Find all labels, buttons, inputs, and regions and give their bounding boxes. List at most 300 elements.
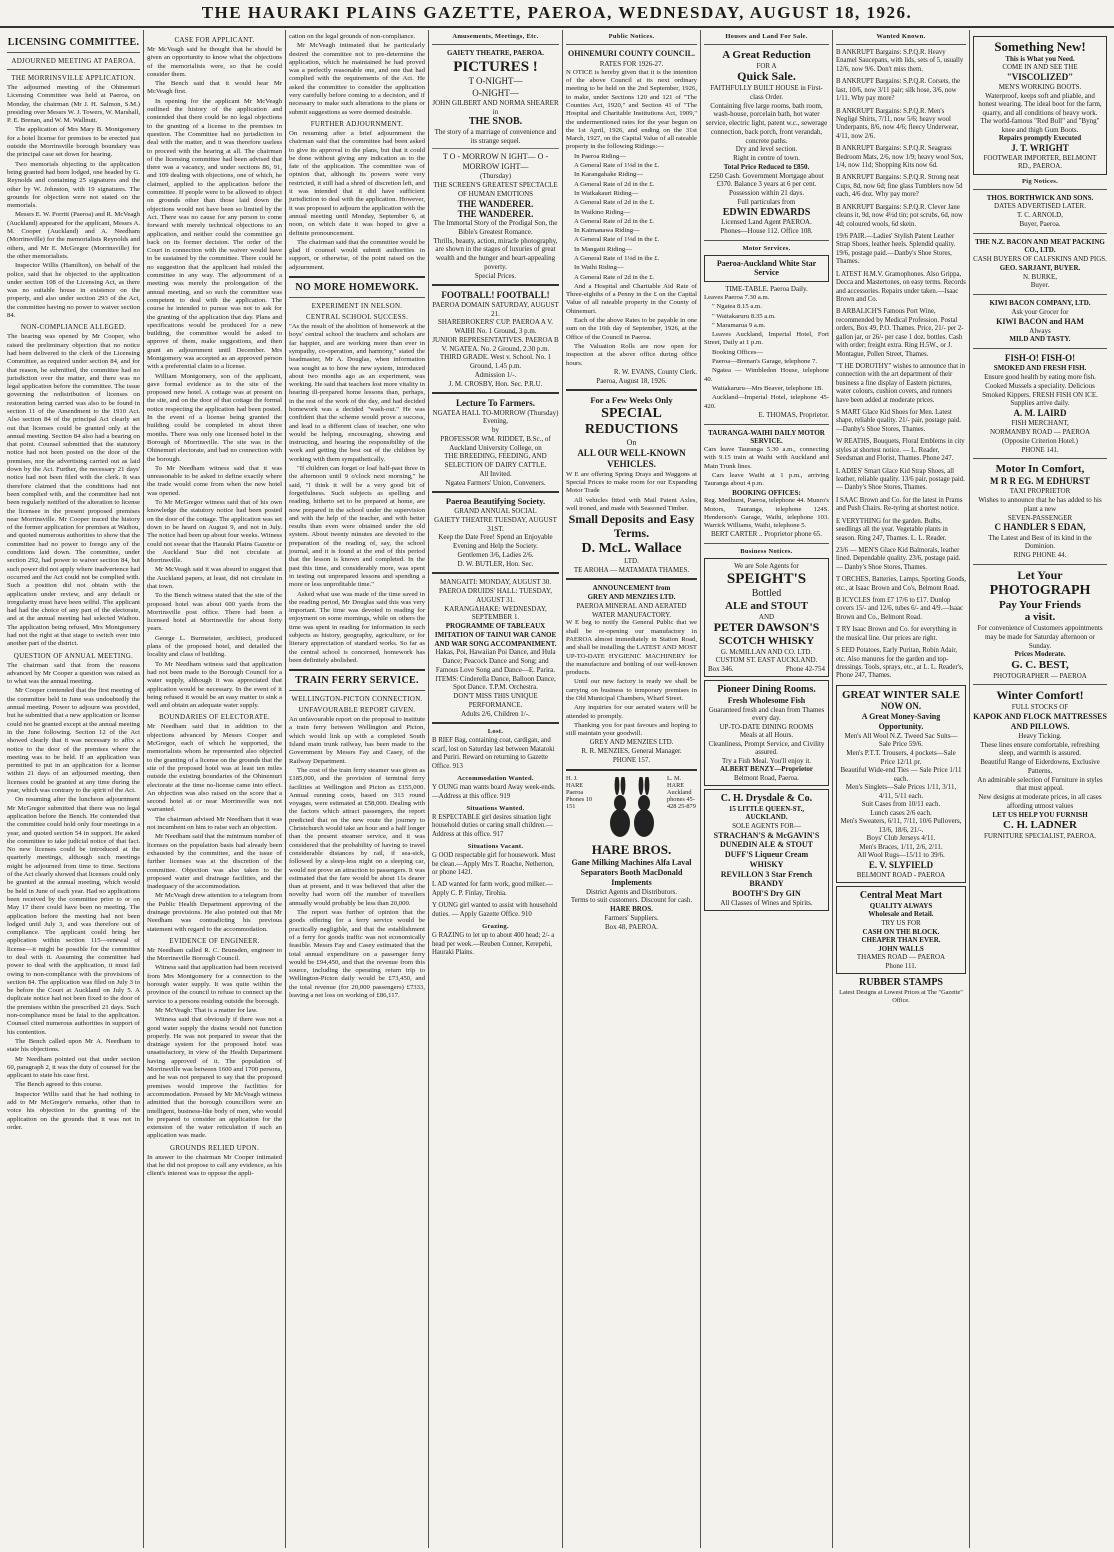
classified-ad: G RAZING to let up to about 400 head; 2/- a head per week.—Reuben Conner, Kerepehi, Hauraki Plains.: [432, 932, 555, 956]
ad-text: FISH MERCHANT,: [1011, 419, 1069, 428]
ad-text: TIME-TABLE. Paeroa Daily.: [725, 285, 808, 294]
ad-text: STRACHAN'S & McGAVIN'S DUNEDIN ALE & STOUT: [713, 830, 820, 850]
ad-headline: HARE BROS.: [591, 841, 672, 857]
paragraph: W E beg to notify the General Public that we shall be re-opening our manufactory in PAEROA almost immediately in Station Road, and shall be installing the LATEST AND MOST UP-TO-DATE HYGIENIC MACHINERY for the manufacture and bottling of our well-known products.: [566, 619, 697, 677]
signature: E. THOMAS, Proprietor.: [758, 410, 829, 419]
ad-text: Special Prices.: [474, 271, 517, 280]
ad-headline: PHOTOGRAPH: [989, 582, 1091, 598]
classified-ad: I SAAC Brown and Co. for the latest in Prams and Push Chairs. Re-tyring at shortest notice.: [836, 496, 963, 513]
ad-text: FULL STOCKS OF: [1011, 703, 1069, 712]
rate-riding: In Waikino Riding—: [574, 208, 631, 216]
speights-ad: [704, 558, 829, 677]
ad-headline: D. McL. Wallace: [581, 540, 682, 556]
pioneer-ad: [704, 680, 829, 786]
ad-text: HARE BROS.: [610, 905, 653, 914]
paragraph: Reg. Medhurst, Paeroa, telephone 44. Munro's Motors, Tauranga, telephone 124S. Henderson's Garage, Waihi, telephone 103. Warrick Williams, Waihi, telephone 5.: [704, 497, 829, 530]
ad-text: The Immortal Story of the Prodigal Son, the Bible's Greatest Romance.: [433, 219, 558, 236]
classified-ad: S EED Potatoes, Early Puritan, Robin Adair, etc. Also manures for the garden and top-dressings. Tools, sprays, etc., at L. L. Reader's, Phone 247, Thames.: [836, 647, 964, 680]
ad-text: GREY AND MENZIES LTD.: [587, 593, 676, 602]
classified-ad: G OOD respectable girl for housework. Must be clean.—Apply Mrs T. Roache, Netherton, or phone 142J.: [432, 852, 556, 877]
sale-item: Men's Sweaters, 6/11, 7/11, 10/6 Pullovers, 13/6, 18/6, 21/-.: [840, 817, 962, 834]
ad-headline: A Great Reduction: [722, 49, 811, 61]
ad-text: DON'T MISS THIS UNIQUE PERFORMANCE.: [453, 692, 538, 709]
ad-text: DATES ADVERTISED LATER.: [994, 202, 1086, 211]
masthead-title: THE HAURAKI PLAINS GAZETTE, PAEROA, WEDNESDAY, AUGUST 18, 1926.: [201, 3, 913, 22]
sale-item: Beautiful Wide-end Ties — Sale Price 1/11 each.: [840, 766, 962, 783]
ad-text: GEO. SARJANT, BUYER.: [999, 263, 1081, 272]
ad-text: FOR A: [756, 61, 777, 70]
paragraph: The cost of the train ferry steamer was given as £185,000, and the provision of terminal ferry facilities at Wellington and Picton as £155,000. Annual running costs, based on 313 round voyages, were estimated at £58,000. Dealing with the factors which attract passengers, the report predicted that on the new route the journey to Christchurch would take an hour and a half longer than the present steamer service, and it was considered that the probability of having to travel considerable distances by rail, if sea-sick, followed by a sleep-less night on a sleeping car, would not prove an attraction to passengers. It was estimated that the fare would be about 11s dearer than at present, and it was believed that after the novelty had worn off the number of travellers annually would probably be less than 20,000.: [289, 766, 425, 907]
rate-value: A General Rate of 1⅛d in the £.: [574, 236, 660, 244]
winter-sale-ad: [836, 685, 966, 884]
paragraph: Mr Needham pointed out that under section 60, paragraph 2, it was the duty of counsel for the applicant to state his case first.: [7, 1055, 140, 1080]
paragraph: The hearing was opened by Mr Cooper, who raised the preliminary objection that no notice had been delivered to the clerk of the Licensing Committee, as required under section 84, and for that reason, he submitted, the committee had no jurisdiction over the matter, and there was no legal application before the committee. The issue governing the redistribution of licenses on restoration being carried was also to be found in section 11 of the Amendment to the 1910 Act. Also section 84 of the principal Act clearly set out that licenses could be granted only at the annual meeting. Section 84 also had a bearing on that point. Counsel submitted that the statutory notice had not been posted on the door of the premises, nor the advertising carried out as laid down by the Act. Further, the necessary 21 days' notice had not been filed with the clerk. It was therefore claimed that the conditions had not been complied with, and the committee had not been regularly notified of the alteration to license the licensee in the present proposed premises near Morrinsville. Mr Cooper traced the history of the former application for premises at Waihou, and quoted numerous authorities to show that the committee had no power to forego any of the conditions laid down. The committee, under section 292, had power to waiver section 84, but such power did not apply where inadvertence had occurred and the Act could not be complied with. Such a position did not obtain with the application under review, and any default or irregularity must have been wilful. The applicant had had the choice of any part of the electorate, and at the annual meeting had selected Waihou. The application being refused, Mrs Montgomery had not the right at that stage to switch over into another part of the district.: [7, 333, 140, 648]
column-wanted-known: [833, 30, 970, 1548]
ad-text: The Latest and Best of its kind in the Dominion.: [988, 533, 1092, 551]
classified-text: B RIEF Bag, containing coat, cardigan, and scarf, lost on Saturday last between Matatoki and Puriri. Reward on returning to Gazette Office.: [432, 737, 555, 770]
paragraph: Mr Needham said that in addition to the objections advanced by Messrs Cooper and McGregor, each of which he supported, the memorialists whom he represented also objected to the granting of a license on the grounds that the site of the proposed hotel was at least ten miles outside the existing boundaries of the Ohinemuri electorate at the time no-license came into effect. An objection was also raised on the score that a second hotel at or near Morrinsville was not warranted.: [147, 723, 282, 814]
ad-text: Buyer, Paeroa.: [1019, 219, 1061, 228]
classified-ad: B ARBALICH'S Famous Port Wine, recommended by Medical Profession. Postal orders, Box 49, P.O. Thames. Price, 21/- per 2-gallon jar, or 26/- per case 1 doz. bottles. Cash with order; freight extra. Ring H.5W., or J. Montague, Pollen Street, Thames.: [836, 308, 964, 358]
rate-riding: In Mangaiti Riding—: [574, 245, 632, 253]
ad-text: Phones—House 112. Office 108.: [720, 226, 813, 235]
ad-text: JUNIOR REPRESENTATIVES. PAEROA B V. NGATEA. No. 2 Ground, 2.30 p.m.: [432, 335, 559, 353]
meat-mart-ad: [836, 886, 966, 974]
ad-text: COME IN AND SEE THE: [1002, 63, 1078, 72]
timetable-row: " Waitakaruru 8.35 a.m.: [712, 312, 776, 320]
classified-ad: B ANKRUPT Bargains: S.P.Q.R. Strong neat Cups, 8d, now 6d; fine glass Tumblers now 5d each, 4/6 doz. Why pay more?: [836, 174, 963, 199]
ad-headline: ALE and STOUT: [725, 600, 808, 613]
ad-text: Cooked Mussels a speciality. Delicious Smoked Kippers. FRESH FISH ON ICE. Supplies arrive daily.: [982, 381, 1098, 408]
ad-text: Fresh Wholesome Fish: [727, 695, 806, 705]
ad-headline: ALL OUR WELL-KNOWN VEHICLES.: [577, 448, 686, 470]
paragraph: Mr McVeagh: That is a matter for law.: [155, 1006, 258, 1014]
ad-text: AND: [758, 612, 775, 621]
ad-text: Adults 2/6, Children 1/-.: [461, 709, 530, 718]
section-label: Situations Wanted.: [466, 804, 525, 812]
ad-text: D. W. BUTLER, Hon. Sec.: [457, 559, 534, 568]
sale-item: Men's Singlets—Sale Prices 1/11, 3/11, 4/11, 5/11 each.: [845, 783, 957, 800]
paragraph: Mr McVeagh said he thought that he should be given an opportunity to know what the objections of the memorialists were, so that he could consider them.: [147, 46, 282, 78]
ad-text: BOOTH'S Dry GIN: [732, 889, 801, 899]
ad-headline: RUBBER STAMPS: [859, 977, 943, 989]
ad-number: 919: [500, 792, 511, 800]
ad-text: CHEAPER THAN EVER.: [861, 936, 941, 945]
sale-item: Lunch cases 2/6 each.: [870, 808, 932, 817]
article-subheading: ADJOURNED MEETING AT PAEROA.: [11, 57, 136, 65]
paragraph: To Mr McGregor witness said that of his own knowledge the statutory notice had been posted on the door of the cottage. The application was set down to be heard on August 9, and not in July. The notice had been up about four weeks. Witness could not swear that the Hauraki Plains Gazette or the Auckland Star did not circulate at Morrinsville.: [147, 499, 282, 565]
ad-number: 910: [521, 910, 532, 918]
classified-ad: E VERYTHING for the garden. Bulbs, seedlings all the year. Vegetable plants in season. Ring 247, Thames. L. L. Reader.: [836, 517, 948, 542]
ad-headline: G. C. BEST,: [1011, 659, 1069, 672]
ad-text: Wholesale and Retail.: [868, 910, 934, 919]
paragraph: Messrs E. W. Porritt (Paeroa) and R. McVeagh (Auckland) appeared for the applicant, Messrs A. M. Cooper (Auckland) and A. Needham (Morrinsville) for the memorialists Reynolds and others, and Mr E. McGregor (Morrinsville) for the other memorialists.: [7, 211, 140, 260]
ad-text: Always: [1029, 326, 1051, 335]
classified-ad: L ADIES' Smart Glace Kid Strap Shoes, all leather, reliable quality. 13/6 pair, postage paid. — Danby's Shoe Stores, Thames.: [836, 467, 965, 492]
classified-ad: 19/6 PAIR.—Ladies' Stylish Patent Leather Strap Shoes, leather heels. Splendid quality. 19/6, postage paid.—Danby's Shoe Stores, Thames.: [836, 233, 956, 266]
paragraph: "As the result of the abolition of homework at the boys' central school the teachers and scholars are far happier, and are working more than ever in sympathy, co-operation, and harmony," stated the headmaster, Mr A. Douglas, when information was sought as to how the new system, introduced about two months ago as an experiment, was working. He said that teachers lost more vitality in hearing ill-prepared home lessons than, perhaps, in the rest of the work of the day, and had decided homework was a decided "wash-out." He was confident that the scheme would prove a success, and lead to a different class of teacher, one who would be helping, encouraging, showing and instructing, and hearing the responsibility of the work and getting the best out of the children by working with them sympathetically.: [289, 323, 425, 463]
paragraph: The chairman advised Mr Needham that it was not incumbent on him to raise such an objection.: [147, 815, 282, 832]
paragraph: The adjourned meeting of the Ohinemuri Licensing Committee was held at Paeroa, on Monday, the chairman (Mr J. H. Salmon, S.M.) presiding over Messrs W. J. Towers, W. Marshall, P. E. Brenan, and W. M. Wallnutt.: [7, 84, 140, 125]
ad-text: £250 Cash. Government Mortgage about £370. Balance 3 years at 6 per cent.: [709, 171, 824, 189]
paragraph: Cars leave Waihi at 1 p.m., arriving Tauranga about 4 p.m.: [704, 471, 829, 488]
sale-item: All Wool Rugs—15/11 to 39/6.: [857, 851, 945, 860]
rate-riding: In Waikakauri Riding—: [574, 189, 639, 197]
ad-text: BELMONT ROAD - PAEROA: [856, 870, 946, 879]
section-label: Amusements, Meetings, Etc.: [452, 33, 539, 40]
timetable-row: " Maramarua 9 a.m.: [712, 321, 766, 329]
masthead: [0, 0, 1114, 28]
paragraph: And a Hospital and Charitable Aid Rate of Three-eighths of a Penny in the £ on the Capital Value of all rateable property in the County of Ohinemuri.: [566, 282, 697, 315]
drysdale-ad: [704, 789, 829, 911]
film-title: THE WANDERER.: [457, 208, 534, 219]
ad-text: Wishes to announce that he has added to his plant a new: [978, 496, 1102, 513]
timetable-row: Paeroa—Brenan's Garage, telephone 7.: [712, 358, 818, 366]
timetable-row: Leaves Paeroa 7.30 a.m.: [704, 293, 770, 301]
classified-ad: B ANKRUPT Bargains: S.P.Q.R. Clever Jane cleans it, 9d, now 4½d tin; pot scrubs, 6d, now 4d; coloured wools, 6d skein.: [836, 203, 963, 228]
ad-text: Phone 111.: [885, 961, 917, 970]
ad-text: PHONE 141.: [1021, 445, 1059, 454]
ad-text: Beautiful Range of Eiderdowns, Exclusive Patterns.: [980, 758, 1100, 775]
ad-text: Containing five large rooms, bath room, wash-house, porcelain bath, hot water service, electric light, patent w.c., sewerage connection, back porch, front verandah, concrete paths.: [705, 101, 828, 145]
paragraph: Until our new factory is ready we shall be carrying on business to temporary premises in the Old Municipal Chambers, Wharf Street.: [566, 678, 697, 702]
classified-ad: 23/6 — MEN'S Glace Kid Balmorals, leather lined. Dependable quality. 23/6, postage paid. — Danby's Shoe Stores, Thames.: [836, 546, 961, 571]
ad-headline: ANNOUNCEMENT from: [592, 584, 671, 593]
ad-text: Hakas, Poi, Hawaiian Poi Dance, and Hula Dance; Peacock Dance and Song; and Famous Love Song and Dance—E. Parira.: [435, 648, 556, 674]
paragraph: To the Bench witness stated that the site of the proposed hotel was about 600 yards from the Morrinsville post office. There had been a licensed hotel at Morrinsville for about forty years.: [147, 592, 282, 633]
ad-headline: Pioneer Dining Rooms.: [717, 684, 816, 696]
ad-text: PHOTOGRAPHER — PAEROA: [993, 671, 1087, 680]
ad-headline: Central Meat Mart: [859, 890, 943, 902]
ad-headline: FOOTBALL! FOOTBALL!: [441, 290, 550, 301]
classified-ad: S MART Glace Kid Shoes for Men. Latest shape, reliable quality. 21/- pair, postage paid.—Danby's Shoe Stores, Thames.: [836, 409, 961, 433]
notice-heading: OHINEMURI COUNTY COUNCIL.: [567, 49, 696, 58]
theatre-name: GAIETY THEATRE, PAEROA.: [447, 49, 544, 57]
paragraph: In opening for the applicant Mr McVeagh outlined the history of the application and contended that there could be no legal objections to the granting of a license to the premises in question. The Committee had no jurisdiction to deal with the matter, and it was therefore useless to proceed with the hearing at all. The chairman of the licensing committee had been advised that there was a vacancy, and under sections 86, 91, and 109 dealing with objections, one of which, he claimed, applied to the application before the committee. If people were to be allowed to object on grounds other than those laid down the objections would not have been so limited by the Act. There was no cause for any person to come forward with merely technical objections to an application, and neither could the committee go back on its former decision. The order of the Court in connection with the waiver would have to be sustained by the committee. There could be no suggestion that the applicant had misled the committee in any way. The adjournment of a meeting was merely the prolongation of the annual meeting, and so such the committee was competent to deal with the application. The course he intended to pursue was not to ask for the granting of the application that day. Plans and specifications would be produced for a new building, the committee would be asked to approve of them, make suggestions, and then grant an adjournment until December. Mrs Montgomery was accepted as an approved person with a preferential claim to a license.: [147, 97, 282, 371]
column-applicant: [144, 30, 286, 1548]
article-subheading: WELLINGTON-PICTON CONNECTION.: [291, 695, 423, 704]
ad-text: An admirable selection of Furniture in styles that must appeal.: [977, 775, 1103, 793]
ad-text: Farmers' Suppliers.: [604, 913, 659, 922]
ad-text: MILD AND TASTY.: [1009, 335, 1071, 344]
ad-text: Terms to suit customers. Discount for cash.: [570, 896, 693, 905]
ad-text: FURNITURE SPECIALIST, PAEROA.: [983, 832, 1096, 841]
ad-number: 917: [493, 830, 504, 838]
paragraph: The chairman said that the committee would be glad if counsel would submit authorities in support, or otherwise, of the point raised on the adjournment.: [289, 238, 425, 271]
ad-headline: GREAT WINTER SALE: [842, 688, 960, 701]
ad-text: Belmont Road, Paeroa.: [734, 773, 799, 782]
column-amusements: [429, 30, 563, 1548]
article-subheading: EXPERIMENT IN NELSON.: [311, 302, 403, 311]
ad-text: KIWI BACON COMPANY, LTD.: [989, 299, 1091, 308]
newspaper-page: [4, 30, 1110, 1548]
ad-text: Latest Designs at Lowest Prices at The "Gazette" Office.: [839, 988, 963, 1004]
ad-text: PAEROA DOMAIN SATURDAY, AUGUST 21.: [432, 300, 559, 318]
ad-headline: Quick Sale.: [737, 69, 796, 84]
classified-ad: W REATHS, Bouquets, Floral Emblems in city styles at shortest notice. — L. Reader, Seedsman and Florist, Thames. Phone 247.: [836, 438, 965, 463]
ad-text: Box 48, PAEROA.: [604, 922, 659, 931]
paragraph: The report was further of opinion that the goods offering for a ferry service would be practically negligible, and that the establishment of a ferry for goods traffic was not economically feasible. Messrs Fay and Casey estimated that the total annual expenditure on a passenger ferry would be £94,450, and that the revenue from this source, including the operating return trip to Wellington-Picton daily would be £73,450, and the total revenue (for 20,000 passengers) £7333, leaving a net loss on working of £86,117.: [289, 909, 425, 999]
timetable-row: Waitakaruru—Mrs Beaver, telephone 1B.: [712, 384, 824, 392]
classified-ad: [432, 814, 559, 839]
article-subheading: FURTHER ADJOURNMENT.: [310, 119, 404, 128]
section-label: Motor Services.: [742, 244, 791, 252]
rate-value: A General Rate of 2d in the £.: [574, 217, 655, 225]
ad-text: The story of a marriage of convenience and its strange sequel.: [434, 127, 557, 145]
ad-text: Right in centre of town.: [733, 154, 800, 163]
section-label: Pig Notices.: [1021, 177, 1059, 185]
classified-text: Y OUNG man wants board Away week-ends.—Address at this office.: [432, 784, 556, 800]
ad-headline: C. H. Drysdale & Co.: [720, 793, 813, 805]
timetable-row: Leaves Auckland, Imperial Hotel, Fort Street, Daily at 1 p.m.: [704, 331, 829, 347]
rate-riding: In Waihi Riding—: [574, 264, 624, 272]
classified-ad: B ANKRUPT Bargains: S.P.Q.R. Heavy Enamel Saucepans, with lids, sets of 5, usually 12/6, now 9/6. Don't miss them.: [836, 49, 964, 73]
ad-text: A Great Money-Saving Opportunity.: [861, 712, 941, 732]
ad-text: KIWI BACON and HAM: [996, 316, 1084, 326]
paragraph: Mr Needham said that the minimum number of licenses on the population basis had already been exhausted by the committee, and the issue of further licenses was at the discretion of the committee. Objection was also taken to the proposed water and drainage facilities, and the inadequacy of the accommodation.: [147, 833, 282, 891]
ad-text: FAITHFULLY BUILT HOUSE in First-class Order.: [710, 84, 823, 101]
ad-headline: PETER DAWSON'S: [713, 620, 820, 635]
ad-text: THE BREEDING, FEEDING, AND SELECTION OF DAIRY CATTLE.: [444, 452, 547, 470]
sale-item: Men's P.T.T. Trousers, 4 pockets—Sale Price 12/11 pr.: [846, 749, 956, 766]
ad-text: REVILLON 3 Star French BRANDY: [720, 869, 813, 889]
sale-item: Suit Cases from 10/11 each.: [861, 800, 941, 809]
paragraph: The Bench agreed to this course.: [15, 1081, 103, 1089]
paragraph: Witness said that application had been received from Mrs Montgomery for a connection to the borough water supply. It was quite within the province of the council to refuse to connect up the service to a persons residing outside the borough.: [147, 964, 282, 1005]
rate-riding: In Karangahake Riding—: [574, 171, 644, 179]
section-label: Public Notices.: [608, 33, 655, 40]
ad-text: Buyer.: [1030, 281, 1050, 290]
ad-headline: C. H. LADNER: [1003, 819, 1077, 832]
column-licensing: [4, 30, 144, 1548]
ad-text: PHONE 157.: [612, 755, 651, 764]
ad-text: SEVEN-PASSENGER: [1007, 513, 1073, 522]
column-news: [286, 30, 429, 1548]
ad-text: Total Price Reduced to £850.: [723, 162, 810, 171]
ad-text: MEN'S WORKING BOOTS.: [998, 82, 1082, 91]
ad-text: T O-NIGHT—: [468, 76, 523, 87]
section-label: Houses and Land For Sale.: [725, 33, 808, 40]
ad-text: Licensed Land Agent PAEROA.: [721, 218, 812, 227]
ad-text: PROGRAMME OF TABLEAUX IMITATION OF TAINUI WAR CANOE AND WAR SONG ACCOMPANIMENT.: [434, 622, 557, 648]
classified-ad: T RY Isaac Brown and Co. for everything in the musical line. Our prices are right.: [836, 626, 957, 642]
article-subheading: GROUNDS RELIED UPON.: [169, 1143, 260, 1152]
ad-text: RING PHONE 44.: [1013, 551, 1067, 560]
ad-text: We are Sole Agents for: [734, 562, 799, 571]
ad-headline: a visit.: [1024, 611, 1056, 624]
ad-text: Phone 42-754: [785, 664, 825, 673]
ad-text: PAEROA MINERAL AND AERATED WATER MANUFACTORY.: [576, 601, 687, 619]
ad-text: BERT CARTER .. Proprietor phone 65.: [710, 530, 823, 539]
paragraph: Mr Needham called R. C. Brunsden, engineer to the Morrinsville Borough Council.: [147, 946, 282, 963]
rate-value: A General Rate of 1⅛d in the £.: [574, 162, 660, 170]
ad-text: For convenience of Customers appointments may be made for Saturday afternoon or Sunday.: [977, 624, 1103, 650]
ad-text: CUSTOM ST. EAST AUCKLAND.: [715, 656, 818, 665]
section-label: Situations Vacant.: [467, 843, 524, 851]
ad-text: Full particulars from: [737, 197, 796, 206]
paragraph: The chairman said that from the reasons advanced by Mr Cooper a question was raised as to what was the annual meeting.: [7, 661, 140, 686]
ad-text: NORMANBY ROAD — PAEROA: [989, 428, 1091, 437]
ad-text: ITEMS: Cinderella Dance, Balloon Dance, Spot Dance. T.P.M. Orchestra.: [435, 674, 556, 692]
paragraph: "If children can forget or loaf half-past three in the afternoon until 9 o'clock next morning," he said, "I think it will be a very good bit of forgetfulness. Such subjects as spelling and reading, hitherto set to be prepared at home, are now prepared in the school under the supervision and with the help of the teacher, and with better results than even were obtained under the old system. About twenty minutes are devoted to the preparation of the reading of, say, the school journal, and it is found at the end of this period that the lesson is known and completed. In the past this time, and considerably more, was spent in testing out unprepared lessons and spending a more or less unprofitable time.": [289, 465, 425, 589]
timetable-row: Auckland—Imperial Hotel, telephone 45-420.: [704, 394, 829, 410]
ad-text: C HANDLER S EDAN,: [994, 522, 1086, 533]
ad-text: MANGAITI: MONDAY, AUGUST 30.: [440, 578, 551, 587]
ad-headline: FISH-O! FISH-O!: [1004, 353, 1076, 364]
section-label: Grazing.: [482, 923, 509, 931]
ad-text: LET US HELP YOU FURNISH: [992, 810, 1088, 819]
ad-text: GREY AND MENZIES LTD.: [589, 738, 674, 747]
timetable-row: Booking Offices—: [712, 348, 763, 356]
ad-text: KARANGAHAKE: WEDNESDAY, SEPTEMBER 1.: [444, 604, 547, 622]
ad-text: L. M. HARE Auckland phones 45-428 25-879: [667, 774, 696, 810]
ad-text: The world-famous "Red Bull" and "Byng" knee and thigh Gum Boots.: [980, 117, 1100, 134]
classified-ad: [432, 784, 559, 801]
ad-text: LTD.: [624, 556, 639, 565]
ad-text: All Invited.: [479, 469, 512, 478]
classified-text: Y OUNG girl wanted to assist with household duties. — Apply Gazette Office.: [432, 902, 558, 918]
ad-text: THIRD GRADE. West v. School. No. 1 Ground, 1.45 p.m.: [439, 353, 552, 371]
rate-value: A General Rate of 1⅛d in the £.: [574, 254, 660, 262]
article-subheading: NON-COMPLIANCE ALLEGED.: [20, 323, 127, 332]
ad-text: Admission 1/-.: [474, 370, 517, 379]
ad-text: J. T. WRIGHT: [1011, 142, 1069, 153]
ad-text: O-NIGHT—: [472, 87, 519, 98]
ad-text: Gentlemen 3/6, Ladies 2/6.: [457, 550, 534, 559]
paragraph: Mr McVeagh intimated that he particularly desired the committee not to pre-determine the application, which he maintained he had proved was a perfectly reasonable one, and one that had complied with the requirements of the Act. He asked the committee to consider the application very carefully before coming to a decision, and if necessary to make such alterations to the plans or submit suggestions as were deemed desirable.: [289, 42, 425, 116]
paragraph: Cars leave Tauranga 5.30 a.m., connecting with 9.15 train at Waihi with Auckland and Main Trunk lines.: [704, 446, 829, 470]
rate-value: A General Rate of 2d in the £.: [574, 199, 655, 207]
paragraph: To Mr Needham witness said that it was unreasonable to be asked to define exactly where the trade would come from when the new hotel was opened.: [147, 464, 282, 497]
ad-text: TRY US FOR: [881, 918, 921, 927]
article-subheading: BOUNDARIES OF ELECTORATE.: [158, 713, 270, 722]
paragraph: Asked what use was made of the time saved in the reading period, Mr Douglas said this was very important. The time was devoted to reading for enjoyment on some mornings, while on others the time was spent in reading for information in such subjects as history, geography, agriculture, or for literary appreciation of standard works. So far as the central school is concerned, homework has been definitely abolished.: [289, 590, 425, 664]
ad-text: District Agents and Distributors.: [586, 887, 677, 896]
ad-text: PROFESSOR WM. RIDDET, B.Sc., of Auckland University College, on: [440, 434, 551, 452]
ad-headline: Something New!: [994, 39, 1086, 54]
sale-item: Men's Braces, 1/11, 2/6, 2/11.: [859, 842, 943, 851]
ad-text: Prices Moderate.: [1014, 650, 1066, 659]
ad-text: Possession within 21 days.: [728, 189, 805, 198]
ad-text: JOHN GILBERT AND NORMA SHEARER: [432, 98, 559, 107]
classified-ad: B ANKRUPT Bargains: S.P.Q.R. Seagrass Bedroom Mats, 2/6, now 1/9; heavy wool Sox, 1/4, now 11d; Shopping Kits now 6d.: [836, 145, 964, 170]
film-title: THE SNOB.: [468, 116, 523, 128]
rate-riding: In Paeroa Riding—: [574, 152, 627, 160]
ad-text: RATES FOR 1926-27.: [599, 60, 664, 68]
film-title: THE WANDERER.: [457, 198, 534, 209]
ad-text: T O - MORROW N IGHT— O - MORROW IGHT—: [442, 152, 549, 172]
ad-text: Try a Fish Meal. You'll enjoy it.: [721, 756, 812, 765]
paragraph: To Mr Needham witness said that application had not been made to the Borough Council for a water supply, although it was appreciated that application would be necessary. In the event of it being refused it would be an easy matter to sink a well and obtain an adequate water supply.: [147, 660, 282, 710]
ad-text: "VISCOLIZED": [1006, 72, 1074, 82]
paragraph: Mr McVeagh drew attention to a telegram from the Public Health Department approving of the drainage provisions. He also pointed out that Mr Needham was contradicting his previous statement with regard to the accommodation.: [147, 892, 282, 933]
paragraph: The application of Mrs Mary B. Montgomery for a hotel license for premises to be erected just outside the Morrinsville borough boundary was the principal case set down for hearing.: [7, 126, 140, 159]
article-subheading: CASE FOR APPLICANT.: [174, 36, 255, 44]
timetable-row: Ngatea — Wimbledon House, telephone 40.: [704, 367, 829, 383]
rate-value: A General Rate of 2d in the £.: [574, 180, 655, 188]
ad-text: NGATEA HALL TO-MORROW (Thursday) Evening,: [432, 408, 559, 426]
ad-text: 15 LITTLE QUEEN-ST., AUCKLAND.: [728, 804, 805, 822]
classified-ad: "T HE DOROTHY" wishes to announce that in connection with the art department of their business a fine display of Eastern pictures, water colours, cushion covers, and runners have been added at moderate prices.: [836, 362, 966, 404]
ad-text: (Opposite Criterion Hotel.): [1001, 436, 1078, 445]
ad-text: GRAND ANNUAL SOCIAL: [454, 507, 537, 516]
paragraph: On resuming after the luncheon adjournment Mr McGregor submitted that there was no legal application before the Bench. He contended that the committee could hold only four meetings in a year, and quoted section 54 in support. He asked the committee to take judicial notice of that fact. No new licenses could be introduced at the quarterly meetings, although such meetings might be adjourned from time to time. Sections of the Act clearly showed that licenses could only be granted at the annual meeting, which would be held in June of each year. Had no applications been received by the committee prior to or on May 17 there could have been no meeting. The application before the meeting had not been lodged until July 3, and was therefore out of compliance. The applicant could bring her application within section 115—renewal of license—it might be possible for the committee to deal with it. Assuming the committee had power to deal with the application, it must fail owing to non-compliance with the provisions of section 84. The application was filed on July 3 to be before the Court at Auckland on July 5. A duplicate notice had not been fixed to the door of the premises within the prescribed 21 days. Such non-compliance must be fatal to the application. Counsel cited numerous authorities in support of his contention.: [7, 796, 140, 1036]
ad-text: Meals at all Hours.: [739, 731, 794, 740]
ad-text: Gane Milking Machines Alfa Laval Separators Booth MacDonald Implements: [571, 857, 692, 887]
ad-text: A. M. LAIRD: [1013, 408, 1067, 419]
classified-text: R ESPECTABLE girl desires situation light household duties or caring small children.—Address at this office.: [432, 813, 553, 838]
ad-text: NOW ON.: [880, 701, 922, 712]
ad-headline: Motor In Comfort,: [995, 463, 1085, 476]
ad-text: Box 346.: [708, 664, 734, 673]
paragraph: Any inquiries for our aerated waters will be attended to promptly.: [566, 704, 697, 720]
article-subheading: QUESTION OF ANNUAL MEETING.: [13, 651, 134, 660]
paragraph: Inspector Willis (Hamilton), on behalf of the police, said that he objected to the application under section 108 of the Licensing Act, as there was no suitable house in existence on the property, and also under section 293 of the Act, the committee having no power to waiver section 84.: [7, 262, 140, 320]
ad-headline: SPEIGHT'S: [726, 570, 807, 587]
paragraph: In answer to the chairman Mr Cooper intimated that he did not propose to call any evidence, as his client's interest was to oppose the appli-: [147, 1153, 282, 1178]
classified-ad: B ANKRUPT Bargains: S.P.Q.R. Men's Negligé Shirts, 7/11, now 5/6; heavy wool Underpants, 8/6, now 4/6; fleecy Underwear, 4/11, now 2/6.: [836, 107, 959, 140]
ad-text: This is What you Need.: [1005, 54, 1075, 63]
ad-text: M R R EG. M EDHURST: [989, 476, 1090, 487]
column-public-notices: [563, 30, 701, 1548]
ad-headline: For a Few Weeks Only: [590, 395, 673, 406]
sale-item: Men's All Wool N.Z. Tweed Sac Suits—Sale Price 59/6.: [844, 731, 958, 749]
hare-icon: [605, 777, 659, 841]
ad-text: New designs at moderate prices, in all cases affording utmost values: [978, 793, 1102, 810]
rate-riding: In Kaimanawa Riding—: [574, 227, 640, 235]
ad-text: Waterproof, keeps soft and pliable, and honest wearing. The ideal boot for the farm, quarry, and all conditions of heavy work.: [978, 91, 1102, 117]
paragraph: W E are offering Spring Drays and Waggons at Special Prices to make room for our Expanding Motor Trade: [566, 470, 697, 495]
ad-headline: TAURANGA-WAIHI DAILY MOTOR SERVICE.: [708, 428, 825, 446]
ad-text: (Thursday): [479, 172, 512, 181]
ad-text: Guaranteed fresh and clean from Thames every day.: [708, 705, 825, 723]
ad-text: KAPOK AND FLOCK MATTRESSES AND PILLOWS.: [973, 711, 1107, 731]
ad-text: Bottled: [751, 588, 782, 599]
section-label: Wanted Known.: [876, 33, 926, 40]
paragraph: The Valuation Rolls are now open for inspection at the above office during office hours.: [566, 342, 697, 367]
ad-text: Ask your Grocer for: [1011, 307, 1069, 316]
ad-text: T. C. ARNOLD,: [1017, 211, 1063, 220]
ad-text: Repairs promptly Executed: [998, 134, 1082, 143]
section-label: Accommodation Wanted.: [457, 775, 534, 783]
ad-text: UP-TO-DATE DINING ROOMS: [719, 722, 814, 731]
paragraph: cation on the legal grounds of non-compliance.: [289, 33, 416, 40]
column-ads-right: [970, 30, 1110, 1548]
paragraph: Mr McVeagh said it was absurd to suggest that the Auckland papers, at least, did not circulate in that town.: [147, 566, 282, 590]
ad-text: SMOKED AND FRESH FISH.: [993, 364, 1087, 373]
paragraph: Each of the above Rates to be payable in one sum on the 16th day of September, 1926, at the Office of the Council in Paeroa.: [566, 317, 697, 341]
ad-text: Thrills, beauty, action, miracle photography, are shown in the stages of luxuries of great wealth and the hunger and heart-appealing poverty.: [433, 236, 558, 271]
ad-text: These lines ensure comfortable, refreshing sleep, and warmth is assured.: [980, 740, 1100, 758]
article-subheading: EVIDENCE OF ENGINEER.: [169, 936, 260, 945]
ad-text: THAMES ROAD — PAEROA: [856, 953, 946, 962]
ad-headline: Lecture To Farmers.: [455, 398, 536, 409]
paragraph: William Montgomery, son of the applicant, gave formal evidence as to the site of the proposed new hotel. A cottage was at present on the site, and on the door of that cottage the formal notice respecting the application had been posted. In the event of a license being granted the building could be completed in about three months. There was only one licensed hotel in the Borough of Morrinsville. The site was in the Ohinemuri electorate, and had no connection with the borough.: [147, 372, 282, 463]
ad-text: Ngatea Farmers' Union, Conveners.: [445, 478, 546, 487]
paragraph: On resuming after a brief adjournment the chairman said that the committee had been asked to give its approval to the plans, but that it could be done without giving any indication as to the fate of the application. The committee was of opinion that, although its powers were very restricted, it still had a shred of discretion left, and it was intended that it did have sufficient jurisdiction to deal with the application. However, it was proposed to adjourn the application with the annual meeting until Monday, September 6, at noon, on which date it was hoped to give a definite pronouncement.: [289, 129, 425, 237]
ad-text: R. R. MENZIES, General Manager.: [581, 747, 682, 756]
paragraph: Two memorials objecting to the application being granted had been lodged, one headed by G. Reynolds and containing 25 signatures and the other by W. Johnston, with 19 signatures. The grounds for objection were not stated on the memorials.: [7, 160, 140, 210]
rate-value: A General Rate of 2d in the £.: [574, 273, 655, 281]
ad-text: Cleanliness, Prompt Service, and Civility assured.: [708, 739, 825, 757]
ad-text: ALBERT BENZY—Proprietor: [719, 765, 814, 774]
ad-text: CASH ON THE BLOCK.: [862, 927, 940, 936]
ad-text: SOLE AGENTS FOR—: [732, 821, 801, 830]
ad-headline: PICTURES !: [453, 59, 538, 75]
article-heading: TRAIN FERRY SERVICE.: [295, 675, 419, 687]
ad-headline: Pay Your Friends: [999, 598, 1081, 611]
ad-number: 913: [452, 762, 463, 770]
